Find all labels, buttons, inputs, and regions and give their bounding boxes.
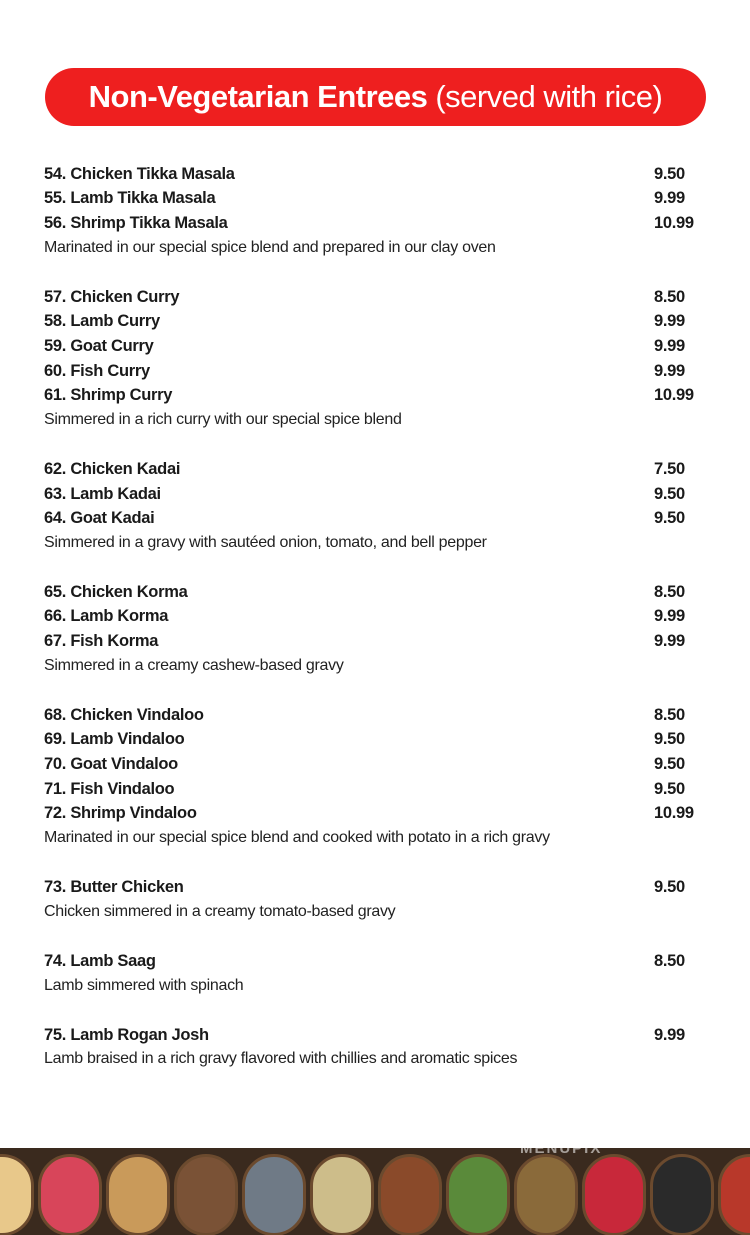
menu-item — [44, 875, 698, 900]
menu-section-description: Simmered in a gravy with sautéed onion, tomato, and bell pepper — [44, 533, 487, 551]
menu-item-name: 62. Chicken Kadai — [44, 459, 181, 478]
menu-section-description: Marinated in our special spice blend and prepared in our clay oven — [44, 238, 496, 256]
menu-item — [44, 949, 698, 974]
menu-item — [44, 359, 698, 384]
menu-item — [44, 482, 698, 507]
spice-bowl — [582, 1154, 646, 1235]
menu-section-description: Simmered in a rich curry with our special spice blend — [44, 410, 402, 428]
menu-section — [44, 285, 698, 433]
menu-item — [44, 752, 698, 777]
menu-item-price: 7.50 — [654, 459, 685, 478]
menu-list — [44, 162, 698, 1097]
menu-section — [44, 703, 698, 851]
menu-item — [44, 187, 698, 212]
menu-item-name: 75. Lamb Rogan Josh — [44, 1025, 209, 1044]
menu-item-price: 9.50 — [654, 730, 685, 749]
menu-item-price: 9.99 — [654, 189, 685, 208]
menu-item-name: 67. Fish Korma — [44, 632, 159, 651]
menu-item-price: 9.99 — [654, 607, 685, 626]
menu-item-name: 63. Lamb Kadai — [44, 484, 161, 503]
menu-item-name: 70. Goat Vindaloo — [44, 755, 178, 774]
menu-section-description: Simmered in a creamy cashew-based gravy — [44, 656, 344, 674]
menu-item-price: 8.50 — [654, 705, 685, 724]
spice-bowl — [38, 1154, 102, 1235]
menu-section — [44, 457, 698, 555]
menu-item — [44, 383, 698, 408]
menu-item-price: 10.99 — [654, 386, 694, 405]
menu-item-price: 8.50 — [654, 951, 685, 970]
menu-section-description: Lamb simmered with spinach — [44, 976, 244, 994]
menu-section — [44, 875, 698, 924]
menu-section-description: Chicken simmered in a creamy tomato-based gravy — [44, 902, 396, 920]
menu-item-price: 9.99 — [654, 336, 685, 355]
menu-section-description: Lamb braised in a rich gravy flavored with chillies and aromatic spices — [44, 1050, 518, 1068]
menu-item — [44, 211, 698, 236]
menu-item-name: 59. Goat Curry — [44, 336, 154, 355]
menu-item — [44, 310, 698, 335]
menu-item-price: 8.50 — [654, 582, 685, 601]
menu-item-name: 65. Chicken Korma — [44, 582, 188, 601]
spice-bowl — [174, 1154, 238, 1235]
menu-item — [44, 605, 698, 630]
section-title-banner — [45, 68, 706, 126]
menu-item — [44, 457, 698, 482]
menu-item-price: 9.50 — [654, 878, 685, 897]
menu-item-name: 61. Shrimp Curry — [44, 386, 173, 405]
menu-item — [44, 1023, 698, 1048]
menu-item-name: 73. Butter Chicken — [44, 878, 184, 897]
spice-bowl — [650, 1154, 714, 1235]
menu-item-name: 68. Chicken Vindaloo — [44, 705, 204, 724]
watermark: MENUPIX — [520, 1140, 603, 1157]
menu-item-price: 9.99 — [654, 361, 685, 380]
menu-section-description: Marinated in our special spice blend and cooked with potato in a rich gravy — [44, 829, 550, 847]
menu-item — [44, 506, 698, 531]
menu-item-price: 9.50 — [654, 164, 685, 183]
menu-section — [44, 949, 698, 998]
menu-item — [44, 629, 698, 654]
menu-item-name: 55. Lamb Tikka Masala — [44, 189, 216, 208]
menu-item — [44, 777, 698, 802]
menu-item-price: 9.50 — [654, 509, 685, 528]
menu-item-price: 9.50 — [654, 484, 685, 503]
spice-bowl — [514, 1154, 578, 1235]
section-title: Non-Vegetarian Entrees — [88, 79, 428, 114]
menu-item-name: 60. Fish Curry — [44, 361, 150, 380]
spice-bowl — [378, 1154, 442, 1235]
menu-item-name: 66. Lamb Korma — [44, 607, 169, 626]
menu-item-price: 10.99 — [654, 804, 694, 823]
menu-item-price: 9.50 — [654, 755, 685, 774]
menu-item-price: 9.99 — [654, 312, 685, 331]
menu-item-name: 58. Lamb Curry — [44, 312, 160, 331]
spice-bowl — [106, 1154, 170, 1235]
menu-item-price: 9.50 — [654, 779, 685, 798]
spice-bowl — [718, 1154, 750, 1235]
menu-item-name: 64. Goat Kadai — [44, 509, 155, 528]
menu-item-name: 69. Lamb Vindaloo — [44, 730, 185, 749]
menu-item-name: 57. Chicken Curry — [44, 287, 180, 306]
menu-item — [44, 162, 698, 187]
menu-section — [44, 1023, 698, 1072]
spice-bowl — [242, 1154, 306, 1235]
menu-item — [44, 285, 698, 310]
menu-item — [44, 801, 698, 826]
menu-section — [44, 580, 698, 678]
menu-item — [44, 580, 698, 605]
menu-item-price: 10.99 — [654, 213, 694, 232]
menu-item-price: 9.99 — [654, 1025, 685, 1044]
menu-item-price: 9.99 — [654, 632, 685, 651]
menu-item — [44, 703, 698, 728]
menu-item-name: 72. Shrimp Vindaloo — [44, 804, 197, 823]
spice-bowl — [310, 1154, 374, 1235]
menu-item-name: 74. Lamb Saag — [44, 951, 156, 970]
section-subtitle: (served with rice) — [435, 79, 663, 114]
menu-item — [44, 728, 698, 753]
menu-item-price: 8.50 — [654, 287, 685, 306]
spice-bowl — [0, 1154, 34, 1235]
menu-item — [44, 334, 698, 359]
menu-item-name: 56. Shrimp Tikka Masala — [44, 213, 228, 232]
menu-item-name: 54. Chicken Tikka Masala — [44, 164, 235, 183]
menu-section — [44, 162, 698, 260]
spice-bowls-photo — [0, 1148, 750, 1235]
spice-bowl — [446, 1154, 510, 1235]
menu-item-name: 71. Fish Vindaloo — [44, 779, 175, 798]
